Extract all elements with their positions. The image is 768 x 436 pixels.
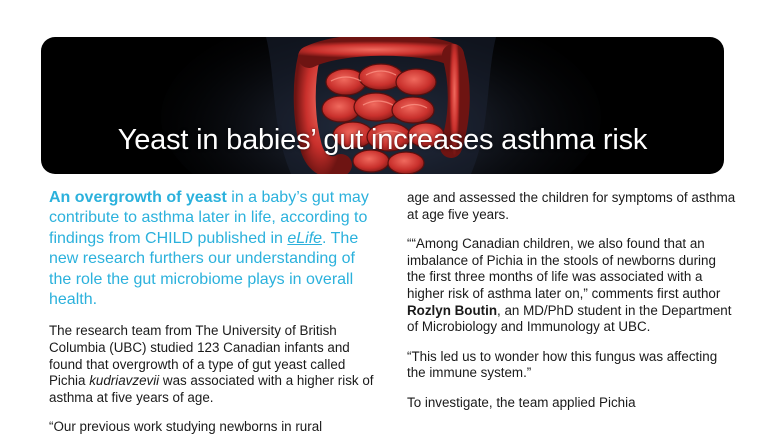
journal-link[interactable]: eLife bbox=[287, 229, 323, 247]
right-column bbox=[407, 190, 737, 412]
quote-text-end: , an MD/PhD student in the Department of Microbiology and Immunology at UBC. bbox=[407, 302, 732, 335]
body-paragraph-4: “This led us to wonder how this fungus was affecting the immune system.” bbox=[407, 348, 718, 381]
body-paragraph-1 bbox=[49, 323, 379, 406]
body-paragraph-2: “Our previous work studying newborns in rural bbox=[49, 419, 323, 435]
author-name: Rozlyn Boutin bbox=[407, 302, 498, 318]
lead-highlight: An overgrowth of yeast bbox=[49, 189, 227, 206]
hero-banner bbox=[41, 37, 724, 174]
left-column bbox=[49, 188, 379, 436]
lead-paragraph bbox=[49, 188, 379, 310]
quote-text: ““Among Canadian children, we also found that an imbalance of Pichia in the stools of newborns during the first three months of life was associated with a higher risk of asthma later on,” comments first author bbox=[407, 236, 721, 301]
body-text-end: was associated with a higher risk of asthma at five years of age. bbox=[49, 373, 374, 405]
page-title: Yeast in babies’ gut increases asthma risk bbox=[117, 124, 648, 156]
species-name: kudriavzevii bbox=[89, 373, 160, 389]
quote-paragraph bbox=[407, 236, 737, 336]
body-paragraph-3: age and assessed the children for symptoms of asthma at age five years. bbox=[407, 190, 736, 222]
lead-text-end: . The new research furthers our understanding of the role the gut microbiome plays in overall health. bbox=[49, 229, 359, 309]
body-paragraph-5: To investigate, the team applied Pichia bbox=[407, 394, 636, 410]
lead-text: in a baby’s gut may contribute to asthma later in life, according to findings from CHILD published in bbox=[49, 189, 369, 247]
body-text: The research team from The University of British Columbia (UBC) studied 123 Canadian infants and found that overgrowth of a type of gut yeast called Pichia bbox=[49, 323, 350, 389]
